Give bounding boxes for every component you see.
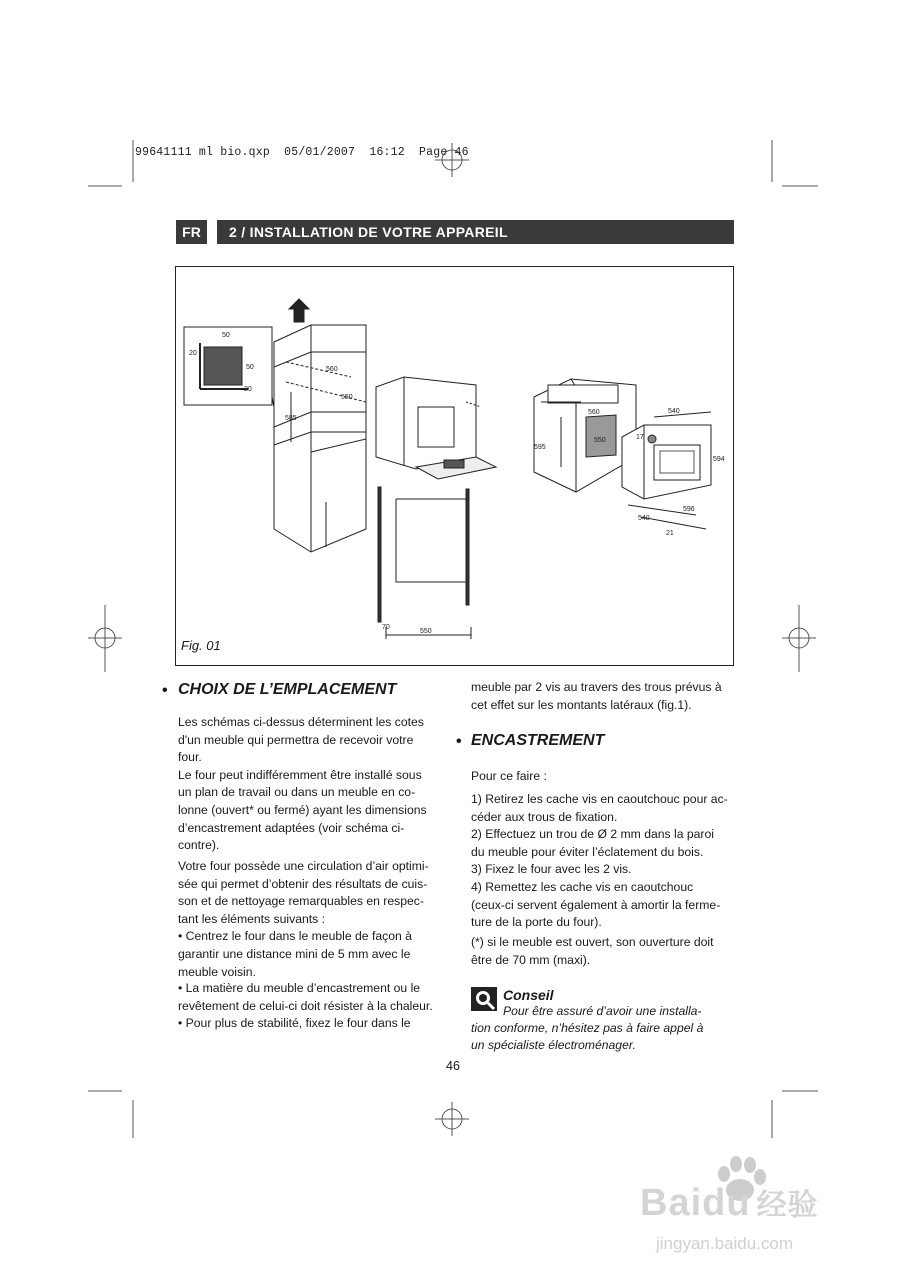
page-number: 46 xyxy=(446,1059,460,1073)
text-line: son et de nettoyage remarquables en respec- xyxy=(178,894,424,909)
note xyxy=(471,934,733,969)
paragraph-1 xyxy=(178,714,440,855)
advice-body xyxy=(471,1003,733,1054)
watermark-cn: 经验 xyxy=(756,1189,819,1222)
text-line: • Centrez le four dans le meuble de façon à xyxy=(178,929,412,944)
text-line: céder aux trous de fixation. xyxy=(471,809,618,824)
paragraph-3 xyxy=(178,980,440,1033)
text-line: (*) si le meuble est ouvert, son ouverture doit xyxy=(471,935,714,949)
paragraph-2 xyxy=(178,858,440,981)
text-line: un plan de travail ou dans un meuble en co- xyxy=(178,785,416,800)
dim-540-bottom: 540 xyxy=(638,515,650,522)
text-line: du meuble pour éviter l’éclatement du bois. xyxy=(471,844,704,859)
section-bullet: • xyxy=(456,733,462,750)
section-title-encastrement: ENCASTREMENT xyxy=(471,732,605,749)
text-line: cet effet sur les montants latéraux (fig.1). xyxy=(471,697,692,712)
text-line: meuble voisin. xyxy=(178,964,256,979)
text-line: meuble par 2 vis au travers des trous prévus à xyxy=(471,680,722,694)
dim-595: 595 xyxy=(534,444,546,451)
dim-70: 70 xyxy=(382,624,390,631)
text-line: 4) Remettez les cache vis en caoutchouc xyxy=(471,879,694,894)
text-line: d'un meuble qui permettra de recevoir votre xyxy=(178,732,414,747)
text-line: • Pour plus de stabilité, fixez le four dans le xyxy=(178,1016,411,1031)
intro-line: Pour ce faire : xyxy=(471,769,547,783)
text-line: Le four peut indifféremment être installé sous xyxy=(178,767,422,782)
text-line: tant les éléments suivants : xyxy=(178,911,325,926)
text-line: (ceux-ci servent également à amortir la ferme- xyxy=(471,897,721,912)
dim-20-bottom: 20 xyxy=(244,386,252,393)
text-line: revêtement de celui-ci doit résister à la chaleur. xyxy=(178,998,433,1013)
watermark xyxy=(640,1150,870,1260)
text-line: tion conforme, n’hésitez pas à faire appel à xyxy=(471,1021,704,1035)
text-line: • La matière du meuble d’encastrement ou le xyxy=(178,981,421,995)
paragraph-continued xyxy=(471,679,733,714)
dim-550-right: 550 xyxy=(594,437,606,444)
watermark-url: jingyan.baidu.com xyxy=(656,1234,794,1253)
dim-560: 560 xyxy=(326,366,338,373)
dim-50-top: 50 xyxy=(222,332,230,339)
dim-17: 17 xyxy=(636,434,644,441)
text-line: 1) Retirez les cache vis en caoutchouc pour ac- xyxy=(471,792,728,806)
dim-540-top: 540 xyxy=(668,408,680,415)
text-line: 2) Effectuez un trou de Ø 2 mm dans la paroi xyxy=(471,827,714,842)
text-line: Votre four possède une circulation d’air optimi- xyxy=(178,859,429,873)
dim-585: 585 xyxy=(285,415,297,422)
text-line: 3) Fixez le four avec les 2 vis. xyxy=(471,862,632,877)
text-line: Les schémas ci-dessus déterminent les cotes xyxy=(178,715,424,729)
text-line: d’encastrement adaptées (voir schéma ci- xyxy=(178,820,405,835)
watermark-brand: Baidu xyxy=(640,1182,751,1224)
dim-20-left: 20 xyxy=(189,350,197,357)
text-line: four. xyxy=(178,750,202,765)
dim-550: 550 xyxy=(341,394,353,401)
text-line: être de 70 mm (maxi). xyxy=(471,952,591,967)
text-line: ture de la porte du four). xyxy=(471,915,602,930)
figure-caption: Fig. 01 xyxy=(181,638,221,653)
dim-560-right: 560 xyxy=(588,409,600,416)
text-line: garantir une distance mini de 5 mm avec le xyxy=(178,946,411,961)
text-line: un spécialiste électroménager. xyxy=(471,1038,636,1052)
text-line: contre). xyxy=(178,838,220,853)
text-line: lonne (ouvert* ou fermé) ayant les dimensions xyxy=(178,802,427,817)
section-title-emplacement: CHOIX DE L’EMPLACEMENT xyxy=(178,681,397,698)
dim-21: 21 xyxy=(666,530,674,537)
section-header: 2 / INSTALLATION DE VOTRE APPAREIL xyxy=(217,220,734,244)
slug-line: 99641111 ml bio.qxp 05/01/2007 16:12 Page 46 xyxy=(135,146,469,159)
installation-diagram xyxy=(176,267,733,665)
text-line: sée qui permet d’obtenir des résultats de cuis- xyxy=(178,876,428,891)
section-bullet: • xyxy=(162,682,168,699)
dim-594: 594 xyxy=(713,456,725,463)
advice-title: Conseil xyxy=(503,987,554,1003)
dim-550-bottom: 550 xyxy=(420,628,432,635)
dim-50-right: 50 xyxy=(246,364,254,371)
steps-list xyxy=(471,791,733,932)
text-line: Pour être assuré d’avoir une installa- xyxy=(503,1004,702,1018)
language-badge: FR xyxy=(176,220,207,244)
dim-596: 596 xyxy=(683,506,695,513)
